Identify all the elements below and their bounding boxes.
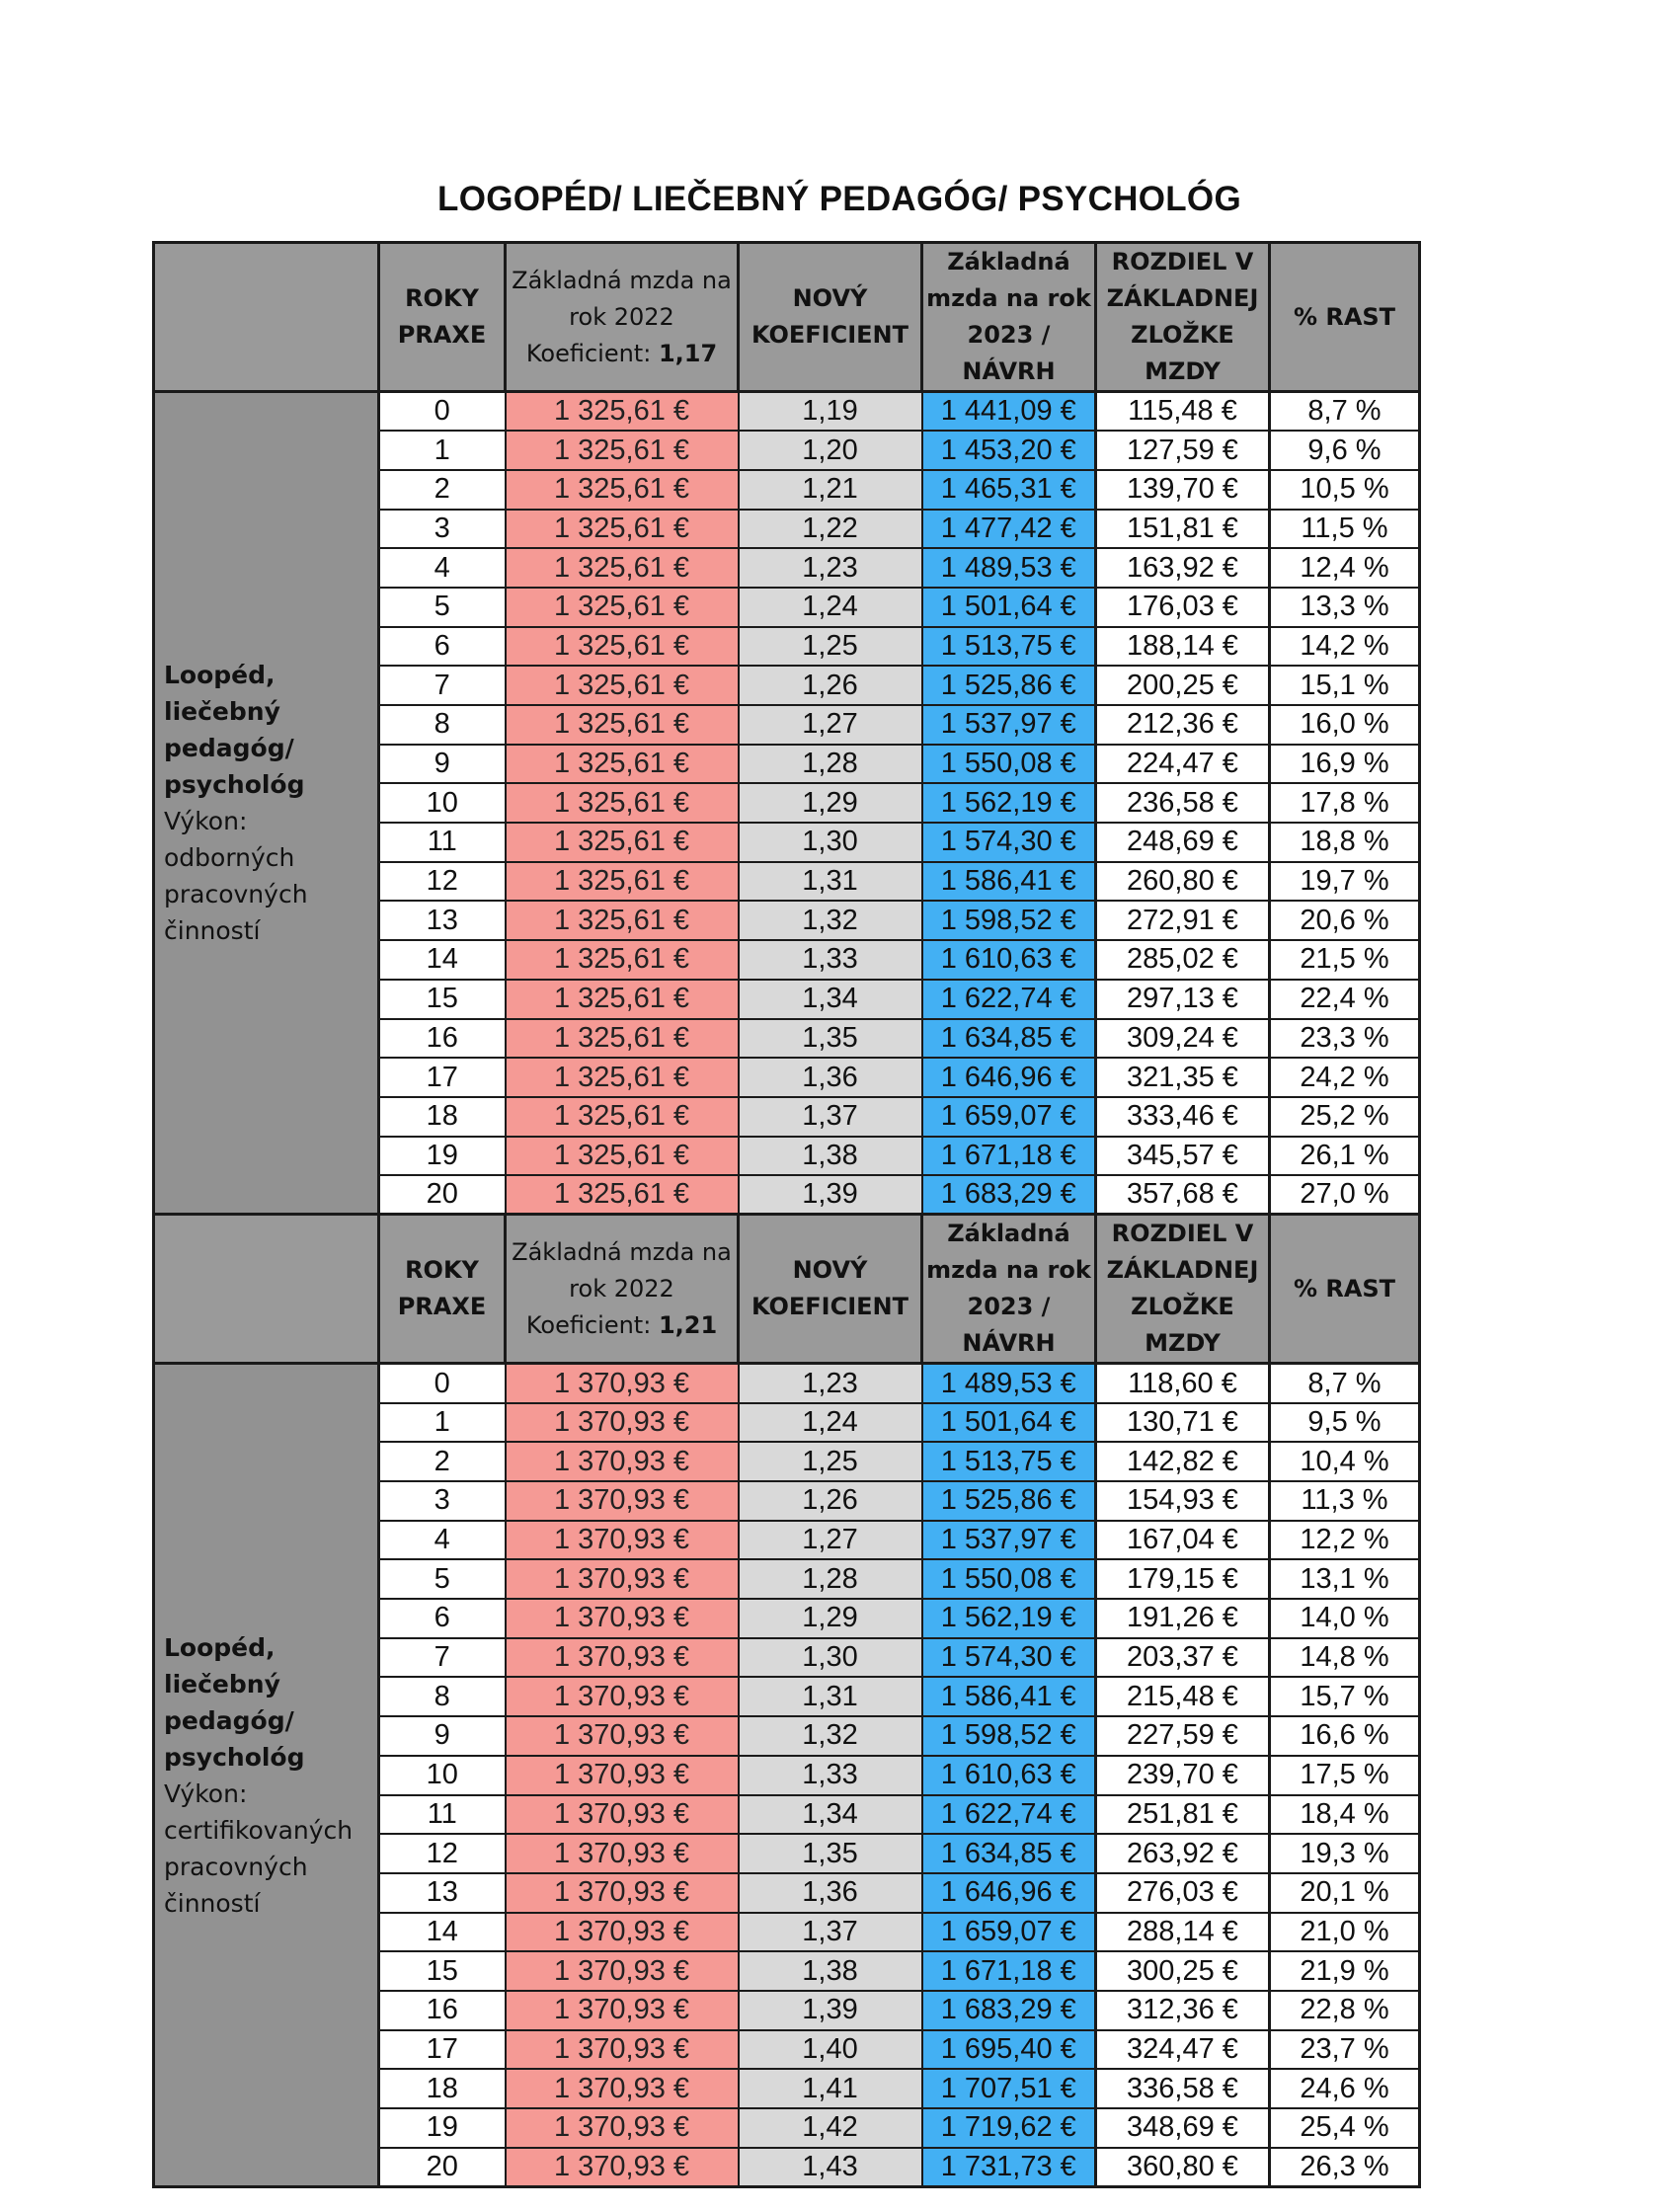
years-cell: 20 (379, 2148, 506, 2187)
difference-cell: 224,47 € (1096, 745, 1270, 784)
difference-cell: 285,02 € (1096, 940, 1270, 980)
years-cell: 6 (379, 1599, 506, 1638)
new-salary-cell: 1 671,18 € (922, 1951, 1096, 1991)
years-cell: 1 (379, 1403, 506, 1443)
difference-cell: 236,58 € (1096, 783, 1270, 823)
growth-cell: 20,6 % (1270, 901, 1420, 940)
years-cell: 8 (379, 705, 506, 745)
growth-cell: 15,7 % (1270, 1677, 1420, 1716)
coefficient-cell: 1,35 (739, 1019, 922, 1059)
new-salary-cell: 1 671,18 € (922, 1137, 1096, 1176)
growth-cell: 13,1 % (1270, 1559, 1420, 1599)
growth-cell: 16,0 % (1270, 705, 1420, 745)
years-cell: 4 (379, 1521, 506, 1560)
header-row (154, 1215, 1420, 1364)
growth-cell: 21,9 % (1270, 1951, 1420, 1991)
base-salary-cell: 1 370,93 € (506, 2069, 739, 2108)
difference-cell: 188,14 € (1096, 627, 1270, 667)
new-salary-cell: 1 477,42 € (922, 510, 1096, 549)
category-title-line: Loopéd, liečebný (164, 661, 280, 727)
new-salary-cell: 1 610,63 € (922, 1756, 1096, 1795)
years-cell: 14 (379, 1913, 506, 1952)
coefficient-cell: 1,25 (739, 627, 922, 667)
growth-cell: 9,5 % (1270, 1403, 1420, 1443)
new-salary-cell: 1 489,53 € (922, 548, 1096, 588)
new-salary-cell: 1 731,73 € (922, 2148, 1096, 2187)
growth-cell: 15,1 % (1270, 666, 1420, 705)
new-salary-cell: 1 646,96 € (922, 1873, 1096, 1913)
coefficient-cell: 1,34 (739, 980, 922, 1019)
growth-cell: 13,3 % (1270, 588, 1420, 627)
coefficient-cell: 1,19 (739, 392, 922, 432)
growth-cell: 22,4 % (1270, 980, 1420, 1019)
page-title: LOGOPÉD/ LIEČEBNÝ PEDAGÓG/ PSYCHOLÓG (437, 180, 1241, 218)
years-cell: 7 (379, 666, 506, 705)
new-salary-cell: 1 683,29 € (922, 1991, 1096, 2030)
years-cell: 18 (379, 1097, 506, 1137)
difference-cell: 272,91 € (1096, 901, 1270, 940)
base-salary-cell: 1 325,61 € (506, 1175, 739, 1215)
base-salary-cell: 1 325,61 € (506, 980, 739, 1019)
salary-table (152, 241, 1421, 2188)
new-salary-cell: 1 646,96 € (922, 1058, 1096, 1097)
difference-cell: 333,46 € (1096, 1097, 1270, 1137)
years-cell: 13 (379, 901, 506, 940)
table-row (154, 1364, 1420, 1403)
salary-table-container (152, 241, 1418, 2188)
difference-cell: 115,48 € (1096, 392, 1270, 432)
table-row (154, 392, 1420, 432)
years-cell: 17 (379, 1058, 506, 1097)
growth-cell: 12,2 % (1270, 1521, 1420, 1560)
difference-cell: 348,69 € (1096, 2108, 1270, 2148)
difference-cell: 357,68 € (1096, 1175, 1270, 1215)
coefficient-cell: 1,38 (739, 1137, 922, 1176)
growth-cell: 18,8 % (1270, 823, 1420, 862)
years-cell: 20 (379, 1175, 506, 1215)
header-new-coefficient: NOVÝ KOEFICIENT (739, 1215, 922, 1364)
coefficient-cell: 1,26 (739, 1481, 922, 1521)
base-salary-cell: 1 370,93 € (506, 1991, 739, 2030)
base-salary-cell: 1 370,93 € (506, 1677, 739, 1716)
base-salary-cell: 1 325,61 € (506, 1097, 739, 1137)
growth-cell: 16,9 % (1270, 745, 1420, 784)
coefficient-cell: 1,28 (739, 1559, 922, 1599)
new-salary-cell: 1 525,86 € (922, 1481, 1096, 1521)
difference-cell: 324,47 € (1096, 2030, 1270, 2070)
growth-cell: 9,6 % (1270, 431, 1420, 470)
difference-cell: 297,13 € (1096, 980, 1270, 1019)
coefficient-cell: 1,33 (739, 1756, 922, 1795)
header-empty-cell (154, 1215, 379, 1364)
years-cell: 13 (379, 1873, 506, 1913)
base-salary-cell: 1 325,61 € (506, 1137, 739, 1176)
coefficient-cell: 1,32 (739, 1716, 922, 1756)
coefficient-cell: 1,41 (739, 2069, 922, 2108)
base-salary-cell: 1 325,61 € (506, 705, 739, 745)
years-cell: 17 (379, 2030, 506, 2070)
coefficient-cell: 1,24 (739, 588, 922, 627)
base-salary-cell: 1 370,93 € (506, 1403, 739, 1443)
coefficient-cell: 1,25 (739, 1442, 922, 1481)
category-title-line: psychológ (164, 770, 305, 800)
coefficient-cell: 1,28 (739, 745, 922, 784)
growth-cell: 20,1 % (1270, 1873, 1420, 1913)
category-description-line: Výkon: (164, 807, 248, 836)
new-salary-cell: 1 441,09 € (922, 392, 1096, 432)
header-coefficient-label: Koeficient: (525, 1310, 652, 1339)
growth-cell: 8,7 % (1270, 1364, 1420, 1403)
new-salary-cell: 1 634,85 € (922, 1834, 1096, 1873)
coefficient-cell: 1,36 (739, 1873, 922, 1913)
base-salary-cell: 1 370,93 € (506, 2108, 739, 2148)
new-salary-cell: 1 610,63 € (922, 940, 1096, 980)
category-description-line: činností (164, 916, 261, 946)
years-cell: 15 (379, 980, 506, 1019)
new-salary-cell: 1 513,75 € (922, 627, 1096, 667)
years-cell: 10 (379, 1756, 506, 1795)
category-cell (154, 392, 379, 1215)
base-salary-cell: 1 325,61 € (506, 666, 739, 705)
base-salary-cell: 1 325,61 € (506, 862, 739, 902)
coefficient-cell: 1,39 (739, 1991, 922, 2030)
difference-cell: 215,48 € (1096, 1677, 1270, 1716)
new-salary-cell: 1 537,97 € (922, 1521, 1096, 1560)
coefficient-cell: 1,21 (739, 470, 922, 510)
header-new-salary: Základná mzda na rok 2023 / NÁVRH (922, 243, 1096, 392)
coefficient-cell: 1,36 (739, 1058, 922, 1097)
base-salary-cell: 1 370,93 € (506, 1795, 739, 1835)
base-salary-cell: 1 325,61 € (506, 470, 739, 510)
years-cell: 3 (379, 510, 506, 549)
base-salary-cell: 1 370,93 € (506, 1716, 739, 1756)
category-description-line: odborných (164, 843, 295, 873)
difference-cell: 345,57 € (1096, 1137, 1270, 1176)
new-salary-cell: 1 574,30 € (922, 1638, 1096, 1678)
base-salary-cell: 1 325,61 € (506, 783, 739, 823)
growth-cell: 21,0 % (1270, 1913, 1420, 1952)
years-cell: 10 (379, 783, 506, 823)
base-salary-cell: 1 325,61 € (506, 392, 739, 432)
difference-cell: 251,81 € (1096, 1795, 1270, 1835)
new-salary-cell: 1 598,52 € (922, 901, 1096, 940)
new-salary-cell: 1 537,97 € (922, 705, 1096, 745)
base-salary-cell: 1 370,93 € (506, 1364, 739, 1403)
new-salary-cell: 1 465,31 € (922, 470, 1096, 510)
years-cell: 8 (379, 1677, 506, 1716)
coefficient-cell: 1,29 (739, 783, 922, 823)
header-growth: % RAST (1270, 243, 1420, 392)
years-cell: 7 (379, 1638, 506, 1678)
growth-cell: 23,3 % (1270, 1019, 1420, 1059)
new-salary-cell: 1 562,19 € (922, 1599, 1096, 1638)
difference-cell: 309,24 € (1096, 1019, 1270, 1059)
growth-cell: 8,7 % (1270, 392, 1420, 432)
growth-cell: 26,1 % (1270, 1137, 1420, 1176)
growth-cell: 19,3 % (1270, 1834, 1420, 1873)
new-salary-cell: 1 550,08 € (922, 745, 1096, 784)
difference-cell: 300,25 € (1096, 1951, 1270, 1991)
new-salary-cell: 1 586,41 € (922, 862, 1096, 902)
new-salary-cell: 1 598,52 € (922, 1716, 1096, 1756)
new-salary-cell: 1 489,53 € (922, 1364, 1096, 1403)
new-salary-cell: 1 453,20 € (922, 431, 1096, 470)
coefficient-cell: 1,27 (739, 705, 922, 745)
coefficient-cell: 1,30 (739, 1638, 922, 1678)
category-description-line: Výkon: (164, 1778, 248, 1808)
growth-cell: 11,3 % (1270, 1481, 1420, 1521)
years-cell: 19 (379, 2108, 506, 2148)
growth-cell: 22,8 % (1270, 1991, 1420, 2030)
difference-cell: 139,70 € (1096, 470, 1270, 510)
base-salary-cell: 1 325,61 € (506, 823, 739, 862)
category-description-line: činností (164, 1888, 261, 1918)
difference-cell: 212,36 € (1096, 705, 1270, 745)
header-new-coefficient: NOVÝ KOEFICIENT (739, 243, 922, 392)
coefficient-cell: 1,26 (739, 666, 922, 705)
growth-cell: 23,7 % (1270, 2030, 1420, 2070)
difference-cell: 179,15 € (1096, 1559, 1270, 1599)
years-cell: 11 (379, 823, 506, 862)
coefficient-cell: 1,42 (739, 2108, 922, 2148)
growth-cell: 21,5 % (1270, 940, 1420, 980)
difference-cell: 360,80 € (1096, 2148, 1270, 2187)
coefficient-cell: 1,23 (739, 1364, 922, 1403)
coefficient-cell: 1,40 (739, 2030, 922, 2070)
difference-cell: 154,93 € (1096, 1481, 1270, 1521)
base-salary-cell: 1 370,93 € (506, 2148, 739, 2187)
header-years: ROKY PRAXE (379, 1215, 506, 1364)
base-salary-cell: 1 370,93 € (506, 1834, 739, 1873)
header-coefficient-label: Koeficient: (525, 339, 652, 367)
base-salary-cell: 1 325,61 € (506, 745, 739, 784)
new-salary-cell: 1 622,74 € (922, 980, 1096, 1019)
coefficient-cell: 1,24 (739, 1403, 922, 1443)
header-row (154, 243, 1420, 392)
years-cell: 19 (379, 1137, 506, 1176)
coefficient-cell: 1,22 (739, 510, 922, 549)
new-salary-cell: 1 550,08 € (922, 1559, 1096, 1599)
new-salary-cell: 1 562,19 € (922, 783, 1096, 823)
base-salary-cell: 1 325,61 € (506, 548, 739, 588)
base-salary-cell: 1 325,61 € (506, 1058, 739, 1097)
coefficient-cell: 1,31 (739, 862, 922, 902)
years-cell: 11 (379, 1795, 506, 1835)
salary-table-body (154, 243, 1420, 2187)
category-cell (154, 1364, 379, 2186)
category-title-line: Loopéd, liečebný (164, 1632, 280, 1698)
growth-cell: 19,7 % (1270, 862, 1420, 902)
header-years: ROKY PRAXE (379, 243, 506, 392)
difference-cell: 312,36 € (1096, 1991, 1270, 2030)
years-cell: 0 (379, 392, 506, 432)
category-title-line: psychológ (164, 1742, 305, 1772)
new-salary-cell: 1 659,07 € (922, 1097, 1096, 1137)
difference-cell: 248,69 € (1096, 823, 1270, 862)
new-salary-cell: 1 622,74 € (922, 1795, 1096, 1835)
header-difference: ROZDIEL V ZÁKLADNEJ ZLOŽKE MZDY (1096, 1215, 1270, 1364)
growth-cell: 17,8 % (1270, 783, 1420, 823)
difference-cell: 336,58 € (1096, 2069, 1270, 2108)
base-salary-cell: 1 370,93 € (506, 1913, 739, 1952)
base-salary-cell: 1 370,93 € (506, 1951, 739, 1991)
coefficient-cell: 1,37 (739, 1097, 922, 1137)
coefficient-cell: 1,20 (739, 431, 922, 470)
header-difference: ROZDIEL V ZÁKLADNEJ ZLOŽKE MZDY (1096, 243, 1270, 392)
base-salary-cell: 1 325,61 € (506, 510, 739, 549)
growth-cell: 14,8 % (1270, 1638, 1420, 1678)
base-salary-cell: 1 325,61 € (506, 901, 739, 940)
coefficient-cell: 1,35 (739, 1834, 922, 1873)
header-base-salary-label: Základná mzda na rok 2022 (512, 1237, 732, 1303)
years-cell: 2 (379, 1442, 506, 1481)
base-salary-cell: 1 370,93 € (506, 1481, 739, 1521)
new-salary-cell: 1 501,64 € (922, 1403, 1096, 1443)
difference-cell: 200,25 € (1096, 666, 1270, 705)
growth-cell: 16,6 % (1270, 1716, 1420, 1756)
coefficient-cell: 1,38 (739, 1951, 922, 1991)
new-salary-cell: 1 574,30 € (922, 823, 1096, 862)
years-cell: 9 (379, 745, 506, 784)
difference-cell: 239,70 € (1096, 1756, 1270, 1795)
difference-cell: 142,82 € (1096, 1442, 1270, 1481)
base-salary-cell: 1 370,93 € (506, 1638, 739, 1678)
years-cell: 12 (379, 862, 506, 902)
years-cell: 5 (379, 1559, 506, 1599)
coefficient-cell: 1,43 (739, 2148, 922, 2187)
years-cell: 1 (379, 431, 506, 470)
years-cell: 15 (379, 1951, 506, 1991)
growth-cell: 24,2 % (1270, 1058, 1420, 1097)
base-salary-cell: 1 370,93 € (506, 1559, 739, 1599)
new-salary-cell: 1 719,62 € (922, 2108, 1096, 2148)
header-base-salary (506, 243, 739, 392)
difference-cell: 321,35 € (1096, 1058, 1270, 1097)
difference-cell: 191,26 € (1096, 1599, 1270, 1638)
base-salary-cell: 1 325,61 € (506, 1019, 739, 1059)
growth-cell: 24,6 % (1270, 2069, 1420, 2108)
growth-cell: 27,0 % (1270, 1175, 1420, 1215)
difference-cell: 263,92 € (1096, 1834, 1270, 1873)
header-new-salary: Základná mzda na rok 2023 / NÁVRH (922, 1215, 1096, 1364)
years-cell: 14 (379, 940, 506, 980)
difference-cell: 260,80 € (1096, 862, 1270, 902)
growth-cell: 26,3 % (1270, 2148, 1420, 2187)
growth-cell: 25,2 % (1270, 1097, 1420, 1137)
category-description-line: pracovných (164, 1852, 308, 1881)
new-salary-cell: 1 501,64 € (922, 588, 1096, 627)
difference-cell: 288,14 € (1096, 1913, 1270, 1952)
growth-cell: 10,5 % (1270, 470, 1420, 510)
new-salary-cell: 1 707,51 € (922, 2069, 1096, 2108)
coefficient-cell: 1,33 (739, 940, 922, 980)
difference-cell: 163,92 € (1096, 548, 1270, 588)
years-cell: 16 (379, 1019, 506, 1059)
base-salary-cell: 1 370,93 € (506, 1442, 739, 1481)
category-title-line: pedagóg/ (164, 734, 294, 763)
new-salary-cell: 1 513,75 € (922, 1442, 1096, 1481)
coefficient-cell: 1,23 (739, 548, 922, 588)
difference-cell: 130,71 € (1096, 1403, 1270, 1443)
header-base-salary (506, 1215, 739, 1364)
difference-cell: 151,81 € (1096, 510, 1270, 549)
category-description-line: pracovných (164, 880, 308, 909)
years-cell: 12 (379, 1834, 506, 1873)
coefficient-cell: 1,29 (739, 1599, 922, 1638)
base-salary-cell: 1 325,61 € (506, 588, 739, 627)
base-salary-cell: 1 325,61 € (506, 940, 739, 980)
new-salary-cell: 1 634,85 € (922, 1019, 1096, 1059)
new-salary-cell: 1 525,86 € (922, 666, 1096, 705)
new-salary-cell: 1 695,40 € (922, 2030, 1096, 2070)
growth-cell: 18,4 % (1270, 1795, 1420, 1835)
coefficient-cell: 1,34 (739, 1795, 922, 1835)
coefficient-cell: 1,37 (739, 1913, 922, 1952)
years-cell: 5 (379, 588, 506, 627)
difference-cell: 127,59 € (1096, 431, 1270, 470)
growth-cell: 10,4 % (1270, 1442, 1420, 1481)
difference-cell: 118,60 € (1096, 1364, 1270, 1403)
base-salary-cell: 1 325,61 € (506, 431, 739, 470)
growth-cell: 14,0 % (1270, 1599, 1420, 1638)
base-salary-cell: 1 370,93 € (506, 2030, 739, 2070)
header-coefficient-value: 1,21 (658, 1310, 718, 1339)
growth-cell: 17,5 % (1270, 1756, 1420, 1795)
difference-cell: 167,04 € (1096, 1521, 1270, 1560)
category-title-line: pedagóg/ (164, 1705, 294, 1735)
header-base-salary-label: Základná mzda na rok 2022 (512, 266, 732, 331)
new-salary-cell: 1 659,07 € (922, 1913, 1096, 1952)
coefficient-cell: 1,27 (739, 1521, 922, 1560)
category-description-line: certifikovaných (164, 1815, 354, 1845)
base-salary-cell: 1 370,93 € (506, 1873, 739, 1913)
coefficient-cell: 1,39 (739, 1175, 922, 1215)
difference-cell: 203,37 € (1096, 1638, 1270, 1678)
base-salary-cell: 1 370,93 € (506, 1599, 739, 1638)
growth-cell: 11,5 % (1270, 510, 1420, 549)
new-salary-cell: 1 683,29 € (922, 1175, 1096, 1215)
years-cell: 4 (379, 548, 506, 588)
header-growth: % RAST (1270, 1215, 1420, 1364)
coefficient-cell: 1,31 (739, 1677, 922, 1716)
years-cell: 16 (379, 1991, 506, 2030)
years-cell: 2 (379, 470, 506, 510)
years-cell: 9 (379, 1716, 506, 1756)
base-salary-cell: 1 370,93 € (506, 1756, 739, 1795)
coefficient-cell: 1,32 (739, 901, 922, 940)
years-cell: 3 (379, 1481, 506, 1521)
base-salary-cell: 1 325,61 € (506, 627, 739, 667)
header-empty-cell (154, 243, 379, 392)
difference-cell: 176,03 € (1096, 588, 1270, 627)
years-cell: 6 (379, 627, 506, 667)
new-salary-cell: 1 586,41 € (922, 1677, 1096, 1716)
growth-cell: 12,4 % (1270, 548, 1420, 588)
coefficient-cell: 1,30 (739, 823, 922, 862)
difference-cell: 276,03 € (1096, 1873, 1270, 1913)
header-coefficient-value: 1,17 (658, 339, 718, 367)
years-cell: 18 (379, 2069, 506, 2108)
difference-cell: 227,59 € (1096, 1716, 1270, 1756)
years-cell: 0 (379, 1364, 506, 1403)
growth-cell: 14,2 % (1270, 627, 1420, 667)
base-salary-cell: 1 370,93 € (506, 1521, 739, 1560)
growth-cell: 25,4 % (1270, 2108, 1420, 2148)
